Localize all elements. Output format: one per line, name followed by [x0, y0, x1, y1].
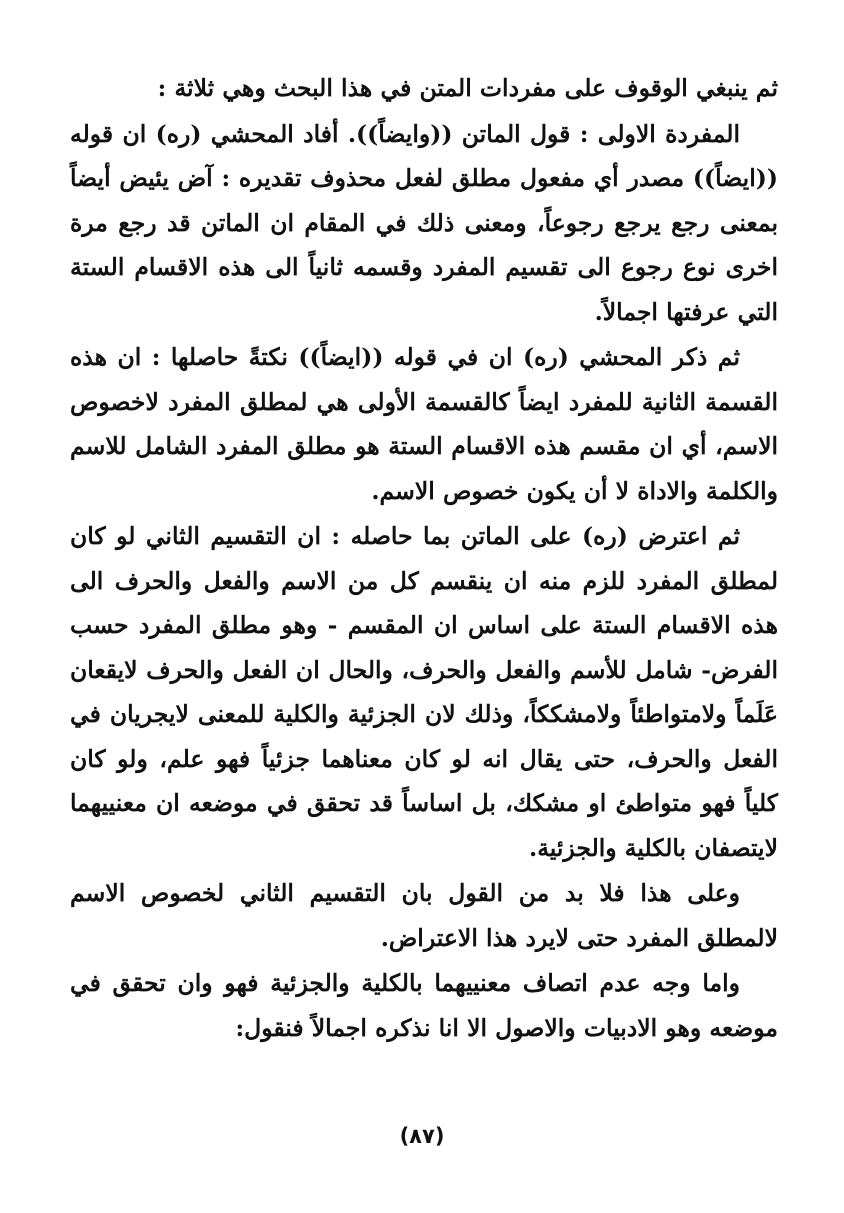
- page-body: [70, 66, 778, 1051]
- paragraph-annotator-note: ثم ذكر المحشي (ره) ان في قوله ((ايضاً)) نكتةً حاصلها : ان هذه القسمة الثانية للمفرد ايضاً كالقسمة الأولى هي لمطلق المفرد لاخصوص الاسم، أي ان مقسم هذه الاقسام الستة هو مطلق المفرد الشامل للاسم والكلمة والاداة لا أن يكون خصوص الاسم.: [70, 343, 778, 505]
- paragraph-objection: ثم اعترض (ره) على الماتن بما حاصله : ان التقسيم الثاني لو كان لمطلق المفرد للزم منه ان ينقسم كل من الاسم والفعل والحرف الى هذه الاقسام الستة على اساس ان المقسم - وهو مطلق المفرد حسب الفرض- شامل للأسم والفعل والحرف، والحال ان الفعل والحرف لايقعان عَلَماً ولامتواطئاً ولامشككاً، وذلك لان الجزئية والكلية للمعنى لايجريان في الفعل والحرف، حتى يقال انه لو كان معناهما جزئياً فهو علم، ولو كان كلياً فهو متواطئ او مشكك، بل اساساً قد تحقق في موضعه ان معنييهما لايتصفان بالكلية والجزئية.: [70, 522, 778, 862]
- paragraph-conclusion: وعلى هذا فلا بد من القول بان التقسيم الثاني لخصوص الاسم لالمطلق المفرد حتى لايرد هذا الاعتراض.: [70, 879, 778, 952]
- paragraph-intro: ثم ينبغي الوقوف على مفردات المتن في هذا البحث وهي ثلاثة :: [157, 74, 778, 102]
- paragraph-explanation: واما وجه عدم اتصاف معنييهما بالكلية والجزئية فهو وان تحقق في موضعه وهو الادبيات والاصول الا انا نذكره اجمالاً فنقول:: [70, 969, 778, 1042]
- page-number: (٨٧): [399, 1124, 445, 1148]
- paragraph-first-term: المفردة الاولى : قول الماتن ((وايضاً)). أفاد المحشي (ره) ان قوله ((ايضاً)) مصدر أي مفعول مطلق لفعل محذوف تقديره : آض يئيض أيضاً بمعنى رجع يرجع رجوعاً، ومعنى ذلك في المقام ان الماتن قد رجع مرة اخرى نوع رجوع الى تقسيم المفرد وقسمه ثانياً الى هذه الاقسام الستة التي عرفتها اجمالاً.: [70, 119, 778, 326]
